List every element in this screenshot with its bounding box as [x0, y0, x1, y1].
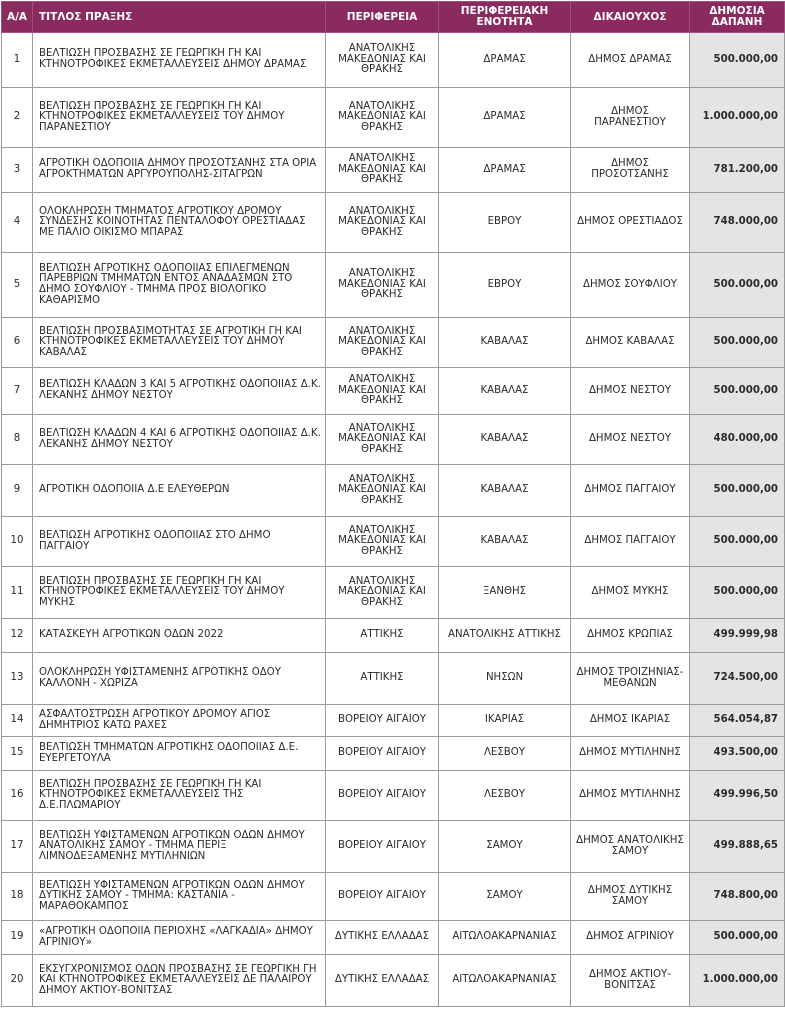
cell-public-expense: 499.888,65: [690, 821, 785, 873]
cell-regional-unit: ΔΡΑΜΑΣ: [439, 33, 571, 88]
cell-title: ΒΕΛΤΙΩΣΗ ΠΡΟΣΒΑΣΙΜΟΤΗΤΑΣ ΣΕ ΑΓΡΟΤΙΚΗ ΓΗ ΚΑΙ ΚΤΗΝΟΤΡΟΦΙΚΕΣ ΕΚΜΕΤΑΛΛΕΥΣΕΙΣ ΤΟΥ ΔΗΜΟΥ ΚΑΒΑΛΑΣ: [33, 318, 326, 368]
table-row: [2, 88, 785, 148]
cell-title: «ΑΓΡΟΤΙΚΗ ΟΔΟΠΟΙΙΑ ΠΕΡΙΟΧΗΣ «ΛΑΓΚΑΔΙΑ» ΔΗΜΟΥ ΑΓΡΙΝΙΟΥ»: [33, 921, 326, 955]
cell-number: 3: [2, 148, 33, 193]
cell-beneficiary: ΔΗΜΟΣ ΠΑΓΓΑΙΟΥ: [571, 465, 690, 517]
cell-regional-unit: ΕΒΡΟΥ: [439, 193, 571, 253]
cell-title: ΚΑΤΑΣΚΕΥΗ ΑΓΡΟΤΙΚΩΝ ΟΔΩΝ 2022: [33, 619, 326, 653]
cell-public-expense: 500.000,00: [690, 567, 785, 619]
cell-regional-unit: ΔΡΑΜΑΣ: [439, 148, 571, 193]
cell-number: 11: [2, 567, 33, 619]
cell-public-expense: 781.200,00: [690, 148, 785, 193]
table-row: [2, 619, 785, 653]
table-row: [2, 415, 785, 465]
cell-beneficiary: ΔΗΜΟΣ ΙΚΑΡΙΑΣ: [571, 705, 690, 737]
cell-regional-unit: ΕΒΡΟΥ: [439, 253, 571, 318]
cell-public-expense: 564.054,87: [690, 705, 785, 737]
cell-number: 20: [2, 955, 33, 1007]
cell-beneficiary: ΔΗΜΟΣ ΜΥΚΗΣ: [571, 567, 690, 619]
cell-public-expense: 1.000.000,00: [690, 88, 785, 148]
table-header-row: [2, 2, 785, 33]
header-regional-unit: ΠΕΡΙΦΕΡΕΙΑΚΗ ΕΝΟΤΗΤΑ: [439, 2, 571, 33]
cell-public-expense: 1.000.000,00: [690, 955, 785, 1007]
cell-regional-unit: ΑΝΑΤΟΛΙΚΗΣ ΑΤΤΙΚΗΣ: [439, 619, 571, 653]
cell-number: 12: [2, 619, 33, 653]
cell-number: 14: [2, 705, 33, 737]
cell-region: ΑΝΑΤΟΛΙΚΗΣ ΜΑΚΕΔΟΝΙΑΣ ΚΑΙ ΘΡΑΚΗΣ: [326, 318, 439, 368]
cell-region: ΑΤΤΙΚΗΣ: [326, 653, 439, 705]
cell-region: ΒΟΡΕΙΟΥ ΑΙΓΑΙΟΥ: [326, 705, 439, 737]
cell-title: ΒΕΛΤΙΩΣΗ ΚΛΑΔΩΝ 3 ΚΑΙ 5 ΑΓΡΟΤΙΚΗΣ ΟΔΟΠΟΙΙΑΣ Δ.Κ. ΛΕΚΑΝΗΣ ΔΗΜΟΥ ΝΕΣΤΟΥ: [33, 368, 326, 415]
table-row: [2, 148, 785, 193]
table-row: [2, 921, 785, 955]
table-row: [2, 368, 785, 415]
cell-number: 13: [2, 653, 33, 705]
cell-regional-unit: ΔΡΑΜΑΣ: [439, 88, 571, 148]
cell-title: ΒΕΛΤΙΩΣΗ ΠΡΟΣΒΑΣΗΣ ΣΕ ΓΕΩΡΓΙΚΗ ΓΗ ΚΑΙ ΚΤΗΝΟΤΡΟΦΙΚΕΣ ΕΚΜΕΤΑΛΛΕΥΣΕΙΣ ΤΟΥ ΔΗΜΟΥ ΠΑΡΑΝΕΣΤΙΟΥ: [33, 88, 326, 148]
cell-region: ΑΝΑΤΟΛΙΚΗΣ ΜΑΚΕΔΟΝΙΑΣ ΚΑΙ ΘΡΑΚΗΣ: [326, 567, 439, 619]
table-row: [2, 955, 785, 1007]
cell-region: ΒΟΡΕΙΟΥ ΑΙΓΑΙΟΥ: [326, 771, 439, 821]
cell-number: 19: [2, 921, 33, 955]
cell-beneficiary: ΔΗΜΟΣ ΝΕΣΤΟΥ: [571, 368, 690, 415]
cell-region: ΑΝΑΤΟΛΙΚΗΣ ΜΑΚΕΔΟΝΙΑΣ ΚΑΙ ΘΡΑΚΗΣ: [326, 33, 439, 88]
cell-number: 17: [2, 821, 33, 873]
cell-beneficiary: ΔΗΜΟΣ ΚΑΒΑΛΑΣ: [571, 318, 690, 368]
cell-regional-unit: ΙΚΑΡΙΑΣ: [439, 705, 571, 737]
cell-title: ΒΕΛΤΙΩΣΗ ΥΦΙΣΤΑΜΕΝΩΝ ΑΓΡΟΤΙΚΩΝ ΟΔΩΝ ΔΗΜΟΥ ΔΥΤΙΚΗΣ ΣΑΜΟΥ - ΤΜΗΜΑ: ΚΑΣΤΑΝΙΑ - ΜΑΡΑΘΟΚΑΜΠΟΣ: [33, 873, 326, 921]
cell-public-expense: 500.000,00: [690, 368, 785, 415]
cell-beneficiary: ΔΗΜΟΣ ΑΚΤΙΟΥ-ΒΟΝΙΤΣΑΣ: [571, 955, 690, 1007]
cell-number: 16: [2, 771, 33, 821]
cell-region: ΒΟΡΕΙΟΥ ΑΙΓΑΙΟΥ: [326, 821, 439, 873]
table-row: [2, 771, 785, 821]
table-row: [2, 33, 785, 88]
cell-region: ΑΝΑΤΟΛΙΚΗΣ ΜΑΚΕΔΟΝΙΑΣ ΚΑΙ ΘΡΑΚΗΣ: [326, 88, 439, 148]
cell-title: ΑΓΡΟΤΙΚΗ ΟΔΟΠΟΙΙΑ Δ.Ε ΕΛΕΥΘΕΡΩΝ: [33, 465, 326, 517]
table-row: [2, 517, 785, 567]
cell-beneficiary: ΔΗΜΟΣ ΑΝΑΤΟΛΙΚΗΣ ΣΑΜΟΥ: [571, 821, 690, 873]
cell-number: 9: [2, 465, 33, 517]
table-row: [2, 253, 785, 318]
cell-region: ΒΟΡΕΙΟΥ ΑΙΓΑΙΟΥ: [326, 873, 439, 921]
cell-public-expense: 500.000,00: [690, 465, 785, 517]
cell-regional-unit: ΚΑΒΑΛΑΣ: [439, 368, 571, 415]
cell-title: ΒΕΛΤΙΩΣΗ ΠΡΟΣΒΑΣΗΣ ΣΕ ΓΕΩΡΓΙΚΗ ΓΗ ΚΑΙ ΚΤΗΝΟΤΡΟΦΙΚΕΣ ΕΚΜΕΤΑΛΛΕΥΣΕΙΣ ΤΟΥ ΔΗΜΟΥ ΜΥΚΗΣ: [33, 567, 326, 619]
cell-title: ΒΕΛΤΙΩΣΗ ΑΓΡΟΤΙΚΗΣ ΟΔΟΠΟΙΙΑΣ ΣΤΟ ΔΗΜΟ ΠΑΓΓΑΙΟΥ: [33, 517, 326, 567]
cell-public-expense: 500.000,00: [690, 921, 785, 955]
cell-regional-unit: ΚΑΒΑΛΑΣ: [439, 415, 571, 465]
cell-region: ΑΤΤΙΚΗΣ: [326, 619, 439, 653]
cell-regional-unit: ΑΙΤΩΛΟΑΚΑΡΝΑΝΙΑΣ: [439, 955, 571, 1007]
cell-region: ΑΝΑΤΟΛΙΚΗΣ ΜΑΚΕΔΟΝΙΑΣ ΚΑΙ ΘΡΑΚΗΣ: [326, 368, 439, 415]
cell-region: ΑΝΑΤΟΛΙΚΗΣ ΜΑΚΕΔΟΝΙΑΣ ΚΑΙ ΘΡΑΚΗΣ: [326, 253, 439, 318]
cell-beneficiary: ΔΗΜΟΣ ΠΡΟΣΟΤΣΑΝΗΣ: [571, 148, 690, 193]
table-row: [2, 567, 785, 619]
cell-region: ΔΥΤΙΚΗΣ ΕΛΛΑΔΑΣ: [326, 955, 439, 1007]
cell-region: ΑΝΑΤΟΛΙΚΗΣ ΜΑΚΕΔΟΝΙΑΣ ΚΑΙ ΘΡΑΚΗΣ: [326, 517, 439, 567]
cell-number: 5: [2, 253, 33, 318]
cell-number: 18: [2, 873, 33, 921]
cell-beneficiary: ΔΗΜΟΣ ΚΡΩΠΙΑΣ: [571, 619, 690, 653]
cell-title: ΒΕΛΤΙΩΣΗ ΑΓΡΟΤΙΚΗΣ ΟΔΟΠΟΙΙΑΣ ΕΠΙΛΕΓΜΕΝΩΝ ΠΑΡΕΒΡΙΩΝ ΤΜΗΜΑΤΩΝ ΕΝΤΟΣ ΑΝΑΔΑΣΜΩΝ ΣΤΟ ΔΗΜΟ ΣΟΥΦΛΙΟΥ - ΤΜΗΜΑ ΠΡΟΣ ΒΙΟΛΟΓΙΚΟ ΚΑΘΑΡΙΣΜΟ: [33, 253, 326, 318]
cell-regional-unit: ΝΗΣΩΝ: [439, 653, 571, 705]
table-row: [2, 737, 785, 771]
cell-title: ΒΕΛΤΙΩΣΗ ΠΡΟΣΒΑΣΗΣ ΣΕ ΓΕΩΡΓΙΚΗ ΓΗ ΚΑΙ ΚΤΗΝΟΤΡΟΦΙΚΕΣ ΕΚΜΕΤΑΛΛΕΥΣΕΙΣ ΤΗΣ Δ.Ε.ΠΛΩΜΑΡΙΟΥ: [33, 771, 326, 821]
cell-regional-unit: ΛΕΣΒΟΥ: [439, 737, 571, 771]
cell-public-expense: 724.500,00: [690, 653, 785, 705]
cell-region: ΑΝΑΤΟΛΙΚΗΣ ΜΑΚΕΔΟΝΙΑΣ ΚΑΙ ΘΡΑΚΗΣ: [326, 148, 439, 193]
cell-public-expense: 493.500,00: [690, 737, 785, 771]
cell-public-expense: 500.000,00: [690, 253, 785, 318]
table-row: [2, 193, 785, 253]
cell-number: 4: [2, 193, 33, 253]
header-beneficiary: ΔΙΚΑΙΟΥΧΟΣ: [571, 2, 690, 33]
cell-public-expense: 748.000,00: [690, 193, 785, 253]
cell-title: ΟΛΟΚΛΗΡΩΣΗ ΥΦΙΣΤΑΜΕΝΗΣ ΑΓΡΟΤΙΚΗΣ ΟΔΟΥ ΚΑΛΛΟΝΗ - ΧΩΡΙΖΑ: [33, 653, 326, 705]
cell-public-expense: 499.996,50: [690, 771, 785, 821]
cell-title: ΒΕΛΤΙΩΣΗ ΤΜΗΜΑΤΩΝ ΑΓΡΟΤΙΚΗΣ ΟΔΟΠΟΙΙΑΣ Δ.Ε. ΕΥΕΡΓΕΤΟΥΛΑ: [33, 737, 326, 771]
cell-regional-unit: ΛΕΣΒΟΥ: [439, 771, 571, 821]
table-row: [2, 465, 785, 517]
cell-public-expense: 500.000,00: [690, 517, 785, 567]
cell-region: ΑΝΑΤΟΛΙΚΗΣ ΜΑΚΕΔΟΝΙΑΣ ΚΑΙ ΘΡΑΚΗΣ: [326, 415, 439, 465]
cell-beneficiary: ΔΗΜΟΣ ΟΡΕΣΤΙΑΔΟΣ: [571, 193, 690, 253]
header-aa: Α/Α: [2, 2, 33, 33]
cell-public-expense: 500.000,00: [690, 33, 785, 88]
projects-table: [1, 1, 785, 1007]
cell-beneficiary: ΔΗΜΟΣ ΝΕΣΤΟΥ: [571, 415, 690, 465]
header-region: ΠΕΡΙΦΕΡΕΙΑ: [326, 2, 439, 33]
cell-title: ΟΛΟΚΛΗΡΩΣΗ ΤΜΗΜΑΤΟΣ ΑΓΡΟΤΙΚΟΥ ΔΡΟΜΟΥ ΣΥΝΔΕΣΗΣ ΚΟΙΝΟΤΗΤΑΣ ΠΕΝΤΑΛΟΦΟΥ ΟΡΕΣΤΙΑΔΑΣ ΜΕ ΠΑΛΙΟ ΟΙΚΙΣΜΟ ΜΠΑΡΑΣ: [33, 193, 326, 253]
cell-title: ΑΣΦΑΛΤΟΣΤΡΩΣΗ ΑΓΡΟΤΙΚΟΥ ΔΡΟΜΟΥ ΑΓΙΟΣ ΔΗΜΗΤΡΙΟΣ ΚΑΤΩ ΡΑΧΕΣ: [33, 705, 326, 737]
cell-beneficiary: ΔΗΜΟΣ ΜΥΤΙΛΗΝΗΣ: [571, 737, 690, 771]
cell-regional-unit: ΚΑΒΑΛΑΣ: [439, 318, 571, 368]
cell-beneficiary: ΔΗΜΟΣ ΠΑΓΓΑΙΟΥ: [571, 517, 690, 567]
table-row: [2, 705, 785, 737]
cell-beneficiary: ΔΗΜΟΣ ΔΡΑΜΑΣ: [571, 33, 690, 88]
cell-regional-unit: ΞΑΝΘΗΣ: [439, 567, 571, 619]
cell-beneficiary: ΔΗΜΟΣ ΤΡΟΙΖΗΝΙΑΣ-ΜΕΘΑΝΩΝ: [571, 653, 690, 705]
table-body: [2, 33, 785, 1007]
header-title: ΤΙΤΛΟΣ ΠΡΑΞΗΣ: [33, 2, 326, 33]
table-row: [2, 318, 785, 368]
cell-region: ΑΝΑΤΟΛΙΚΗΣ ΜΑΚΕΔΟΝΙΑΣ ΚΑΙ ΘΡΑΚΗΣ: [326, 465, 439, 517]
cell-region: ΒΟΡΕΙΟΥ ΑΙΓΑΙΟΥ: [326, 737, 439, 771]
table-row: [2, 821, 785, 873]
cell-public-expense: 500.000,00: [690, 318, 785, 368]
table-row: [2, 653, 785, 705]
cell-beneficiary: ΔΗΜΟΣ ΑΓΡΙΝΙΟΥ: [571, 921, 690, 955]
cell-title: ΒΕΛΤΙΩΣΗ ΠΡΟΣΒΑΣΗΣ ΣΕ ΓΕΩΡΓΙΚΗ ΓΗ ΚΑΙ ΚΤΗΝΟΤΡΟΦΙΚΕΣ ΕΚΜΕΤΑΛΛΕΥΣΕΙΣ ΔΗΜΟΥ ΔΡΑΜΑΣ: [33, 33, 326, 88]
cell-number: 7: [2, 368, 33, 415]
cell-title: ΕΚΣΥΓΧΡΟΝΙΣΜΟΣ ΟΔΩΝ ΠΡΟΣΒΑΣΗΣ ΣΕ ΓΕΩΡΓΙΚΗ ΓΗ ΚΑΙ ΚΤΗΝΟΤΡΟΦΙΚΕΣ ΕΚΜΕΤΑΛΛΕΥΣΕΙΣ ΔΕ ΠΑΛΑΙΡΟΥ ΔΗΜΟΥ ΑΚΤΙΟΥ-ΒΟΝΙΤΣΑΣ: [33, 955, 326, 1007]
cell-public-expense: 499.999,98: [690, 619, 785, 653]
cell-region: ΑΝΑΤΟΛΙΚΗΣ ΜΑΚΕΔΟΝΙΑΣ ΚΑΙ ΘΡΑΚΗΣ: [326, 193, 439, 253]
cell-number: 2: [2, 88, 33, 148]
cell-title: ΒΕΛΤΙΩΣΗ ΚΛΑΔΩΝ 4 ΚΑΙ 6 ΑΓΡΟΤΙΚΗΣ ΟΔΟΠΟΙΙΑΣ Δ.Κ. ΛΕΚΑΝΗΣ ΔΗΜΟΥ ΝΕΣΤΟΥ: [33, 415, 326, 465]
cell-regional-unit: ΑΙΤΩΛΟΑΚΑΡΝΑΝΙΑΣ: [439, 921, 571, 955]
cell-number: 15: [2, 737, 33, 771]
cell-number: 8: [2, 415, 33, 465]
cell-regional-unit: ΣΑΜΟΥ: [439, 821, 571, 873]
cell-title: ΑΓΡΟΤΙΚΗ ΟΔΟΠΟΙΙΑ ΔΗΜΟΥ ΠΡΟΣΟΤΣΑΝΗΣ ΣΤΑ ΟΡΙΑ ΑΓΡΟΚΤΗΜΑΤΩΝ ΑΡΓΥΡΟΥΠΟΛΗΣ-ΣΙΤΑΓΡΩΝ: [33, 148, 326, 193]
cell-number: 6: [2, 318, 33, 368]
cell-region: ΔΥΤΙΚΗΣ ΕΛΛΑΔΑΣ: [326, 921, 439, 955]
cell-title: ΒΕΛΤΙΩΣΗ ΥΦΙΣΤΑΜΕΝΩΝ ΑΓΡΟΤΙΚΩΝ ΟΔΩΝ ΔΗΜΟΥ ΑΝΑΤΟΛΙΚΗΣ ΣΑΜΟΥ - ΤΜΗΜΑ ΠΕΡΙΞ ΛΙΜΝΟΔΕΞΑΜΕΝΗΣ ΜΥΤΙΛΗΝΙΩΝ: [33, 821, 326, 873]
cell-number: 1: [2, 33, 33, 88]
cell-public-expense: 480.000,00: [690, 415, 785, 465]
cell-beneficiary: ΔΗΜΟΣ ΔΥΤΙΚΗΣ ΣΑΜΟΥ: [571, 873, 690, 921]
cell-beneficiary: ΔΗΜΟΣ ΠΑΡΑΝΕΣΤΙΟΥ: [571, 88, 690, 148]
cell-regional-unit: ΚΑΒΑΛΑΣ: [439, 465, 571, 517]
cell-number: 10: [2, 517, 33, 567]
header-public-expense: ΔΗΜΟΣΙΑ ΔΑΠΑΝΗ: [690, 2, 785, 33]
cell-beneficiary: ΔΗΜΟΣ ΣΟΥΦΛΙΟΥ: [571, 253, 690, 318]
cell-regional-unit: ΣΑΜΟΥ: [439, 873, 571, 921]
cell-public-expense: 748.800,00: [690, 873, 785, 921]
cell-regional-unit: ΚΑΒΑΛΑΣ: [439, 517, 571, 567]
cell-beneficiary: ΔΗΜΟΣ ΜΥΤΙΛΗΝΗΣ: [571, 771, 690, 821]
table-row: [2, 873, 785, 921]
